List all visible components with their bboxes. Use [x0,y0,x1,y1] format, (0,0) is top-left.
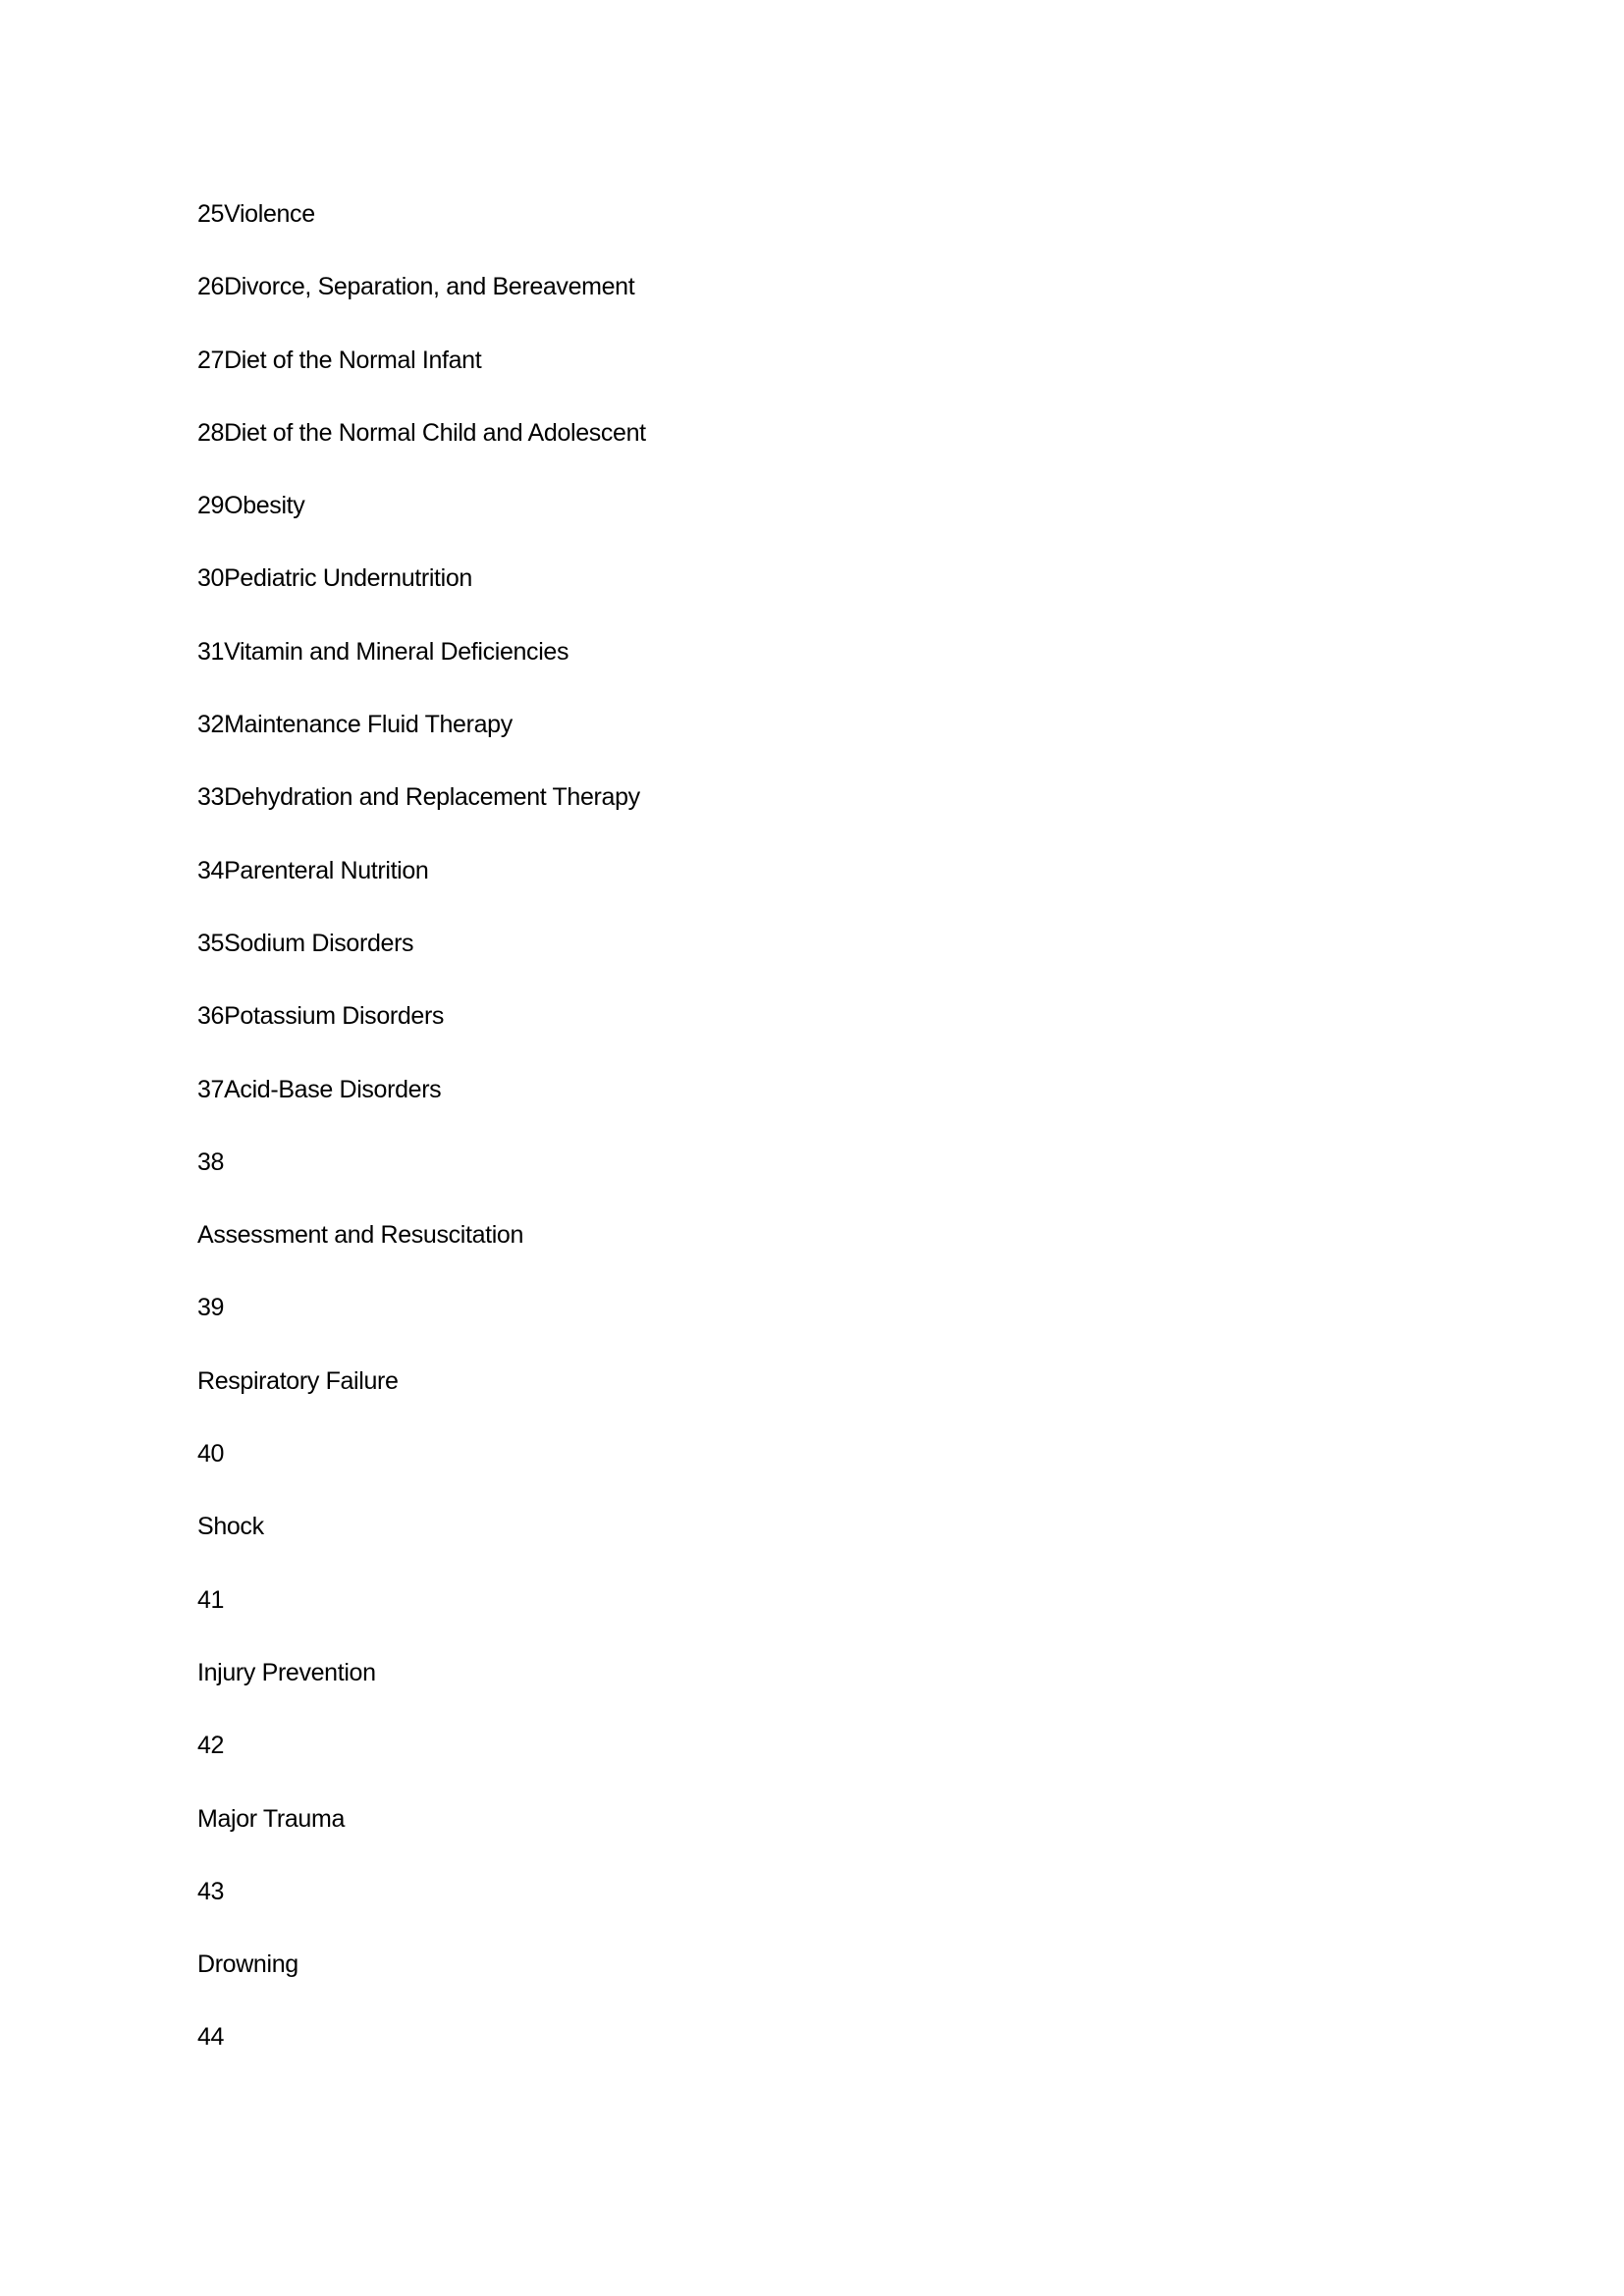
chapter-number: 41 [197,1585,225,1614]
chapter-entry: 26Divorce, Separation, and Bereavement [197,273,635,301]
chapter-number: 44 [197,2023,225,2052]
chapter-list [197,199,646,2096]
chapter-entry: 27Diet of the Normal Infant [197,346,482,374]
chapter-title: Major Trauma [197,1804,346,1833]
chapter-title: Shock [197,1513,264,1541]
chapter-entry: 31Vitamin and Mineral Deficiencies [197,637,569,666]
chapter-number: 39 [197,1294,225,1322]
chapter-title: Injury Prevention [197,1658,376,1686]
chapter-entry: 25Violence [197,200,315,228]
chapter-number: 40 [197,1440,225,1468]
chapter-entry: 34Parenteral Nutrition [197,856,429,884]
chapter-entry: 37Acid-Base Disorders [197,1075,442,1103]
chapter-entry: 32Maintenance Fluid Therapy [197,711,513,739]
chapter-entry: 35Sodium Disorders [197,929,414,957]
chapter-entry: 29Obesity [197,492,305,520]
chapter-title: Respiratory Failure [197,1366,399,1395]
chapter-number: 43 [197,1877,225,1905]
chapter-title: Assessment and Resuscitation [197,1221,524,1250]
chapter-entry: 28Diet of the Normal Child and Adolescent [197,418,646,447]
chapter-number: 42 [197,1732,225,1760]
chapter-title: Drowning [197,1950,298,1979]
chapter-entry: 36Potassium Disorders [197,1002,445,1031]
chapter-number: 38 [197,1148,225,1176]
chapter-entry: 33Dehydration and Replacement Therapy [197,783,640,812]
chapter-entry: 30Pediatric Undernutrition [197,564,472,593]
